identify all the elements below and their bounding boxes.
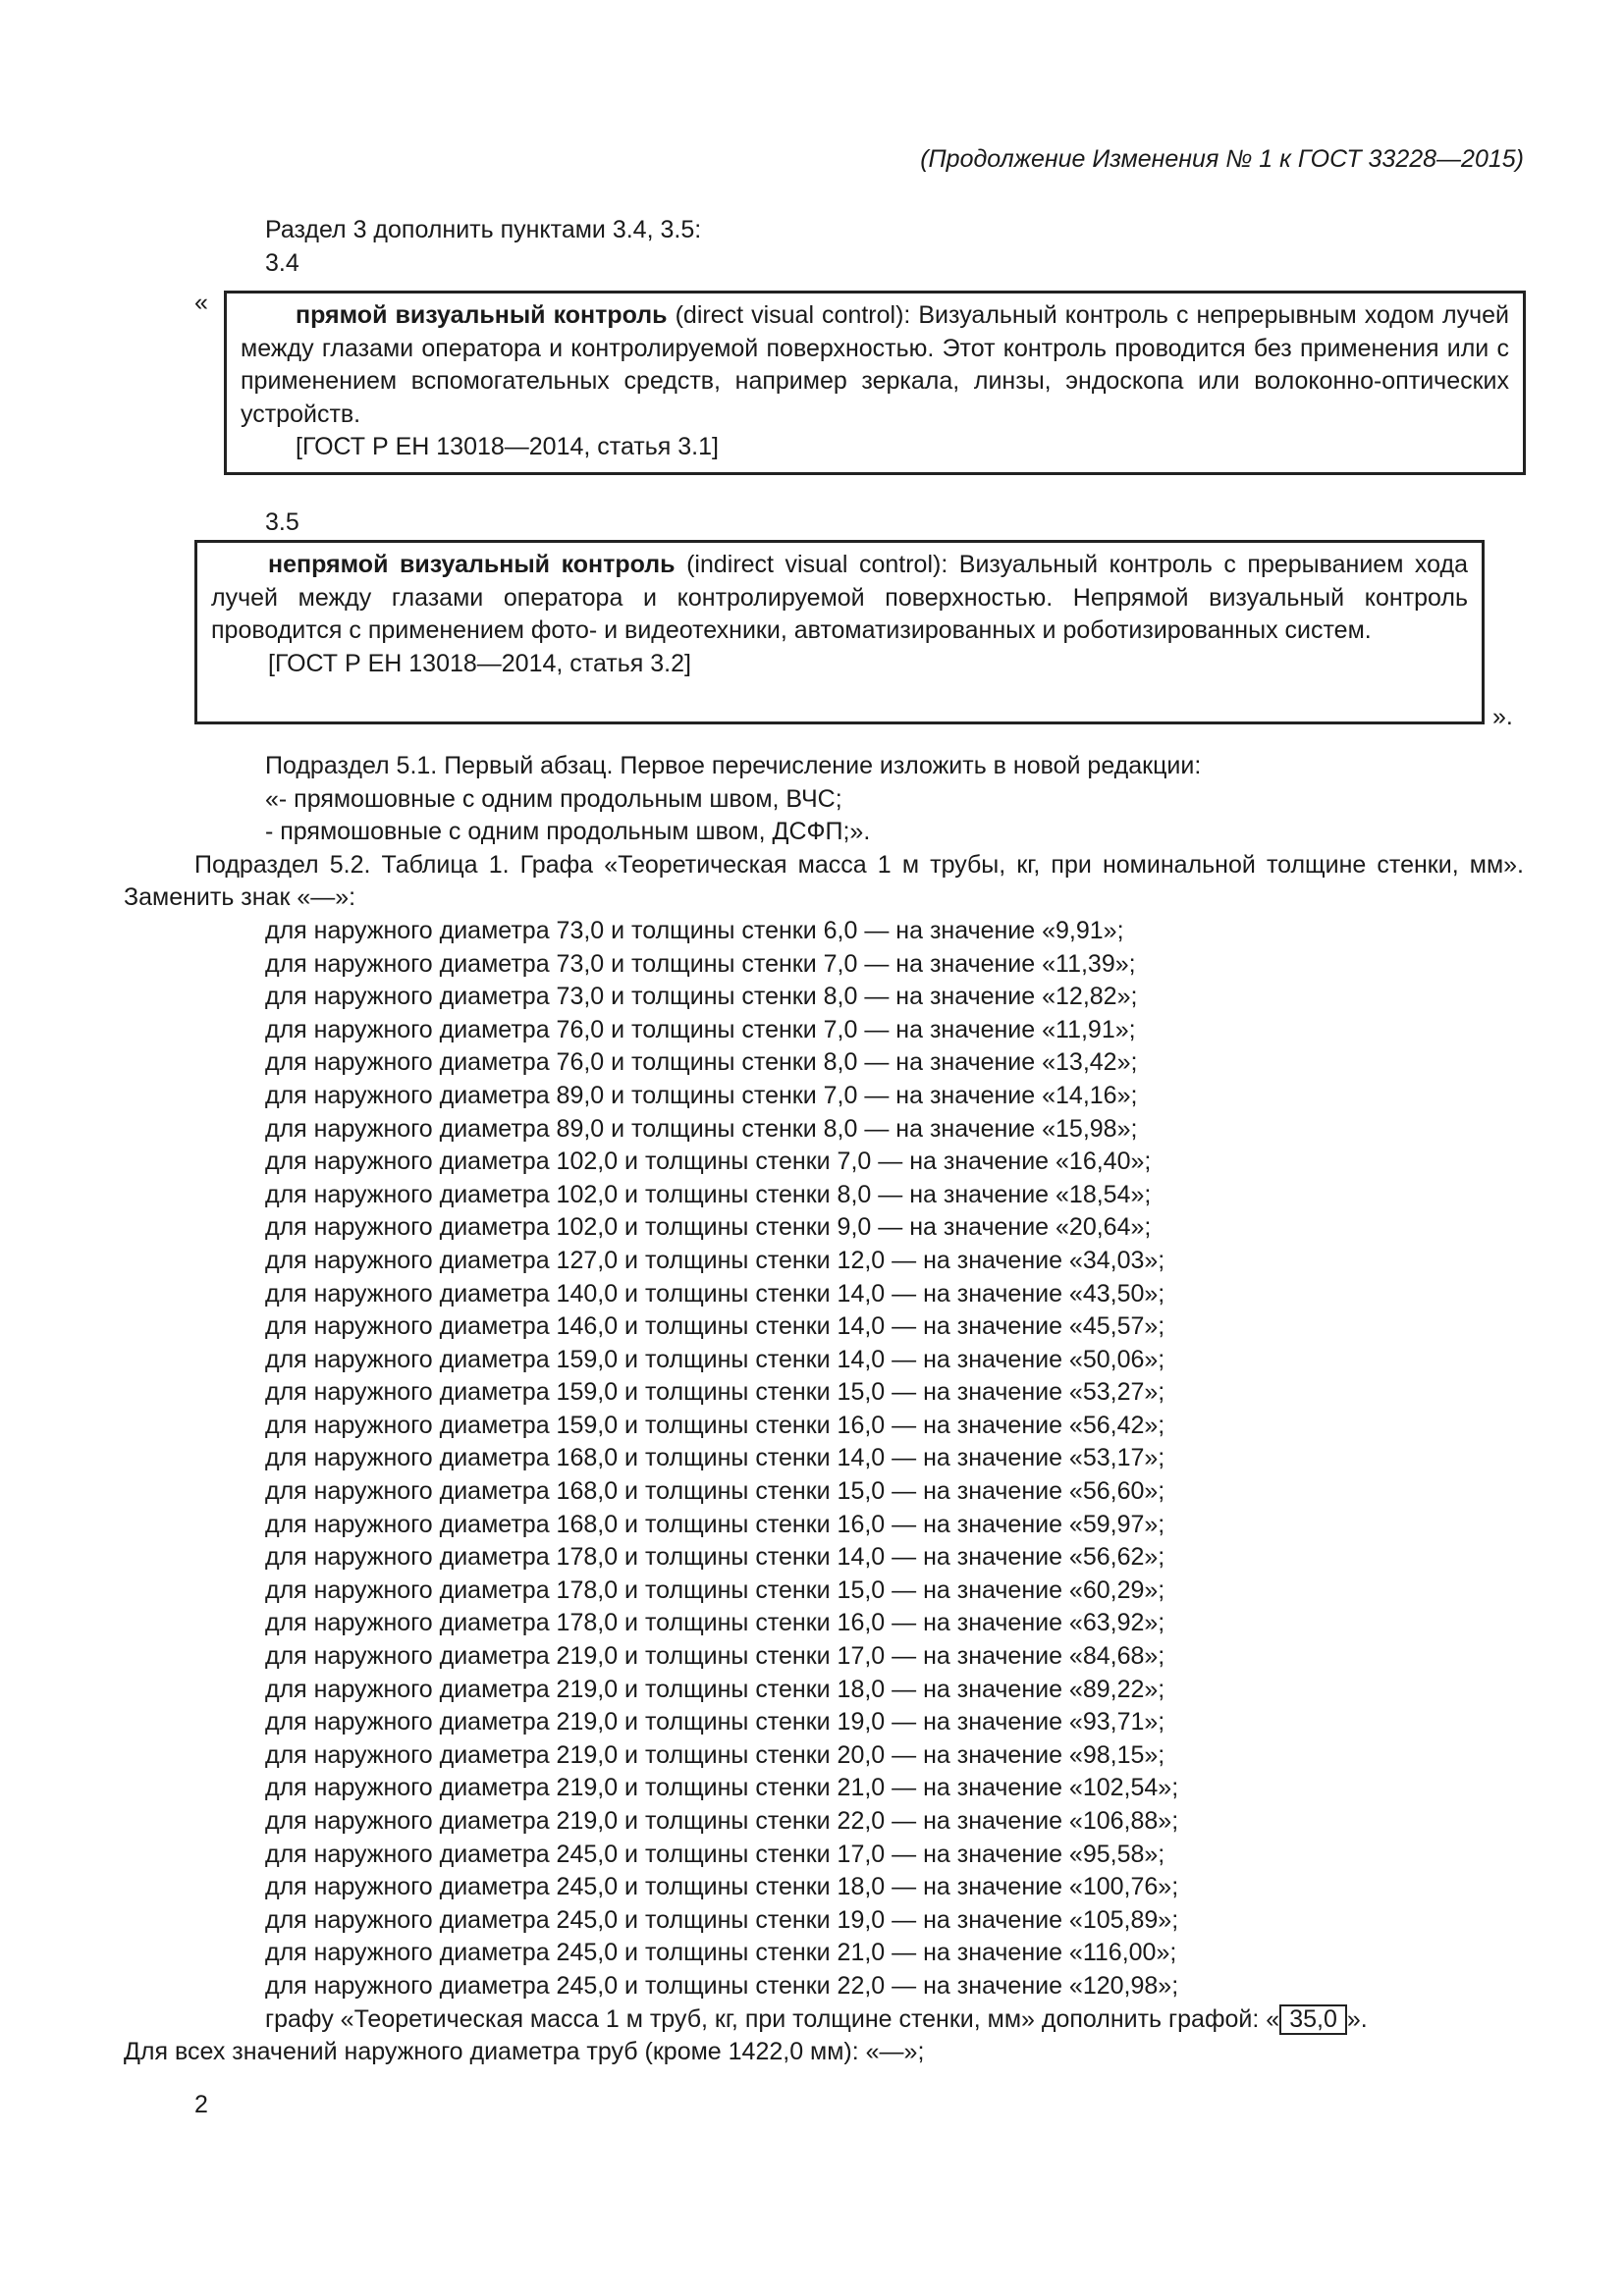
list-item: для наружного диаметра 102,0 и толщины стенки 8,0 — на значение «18,54»; [265, 1180, 1152, 1208]
subsection-5-2-text: Подраздел 5.2. Таблица 1. Графа «Теоретическая масса 1 м трубы, кг, при номинальной толщине стенки, мм». Заменить знак «—»: [124, 850, 1524, 912]
list-item: для наружного диаметра 168,0 и толщины стенки 14,0 — на значение «53,17»; [265, 1444, 1165, 1472]
list-item: для наружного диаметра 178,0 и толщины стенки 16,0 — на значение «63,92»; [265, 1609, 1165, 1637]
list-item: для наружного диаметра 178,0 и толщины стенки 14,0 — на значение «56,62»; [265, 1543, 1165, 1572]
list-item: для наружного диаметра 159,0 и толщины стенки 14,0 — на значение «50,06»; [265, 1345, 1165, 1373]
list-item: для наружного диаметра 245,0 и толщины стенки 17,0 — на значение «95,58»; [265, 1840, 1165, 1868]
list-item: для наружного диаметра 168,0 и толщины стенки 16,0 — на значение «59,97»; [265, 1510, 1165, 1538]
list-item: для наружного диаметра 159,0 и толщины стенки 15,0 — на значение «53,27»; [265, 1378, 1165, 1407]
list-item: для наружного диаметра 102,0 и толщины стенки 7,0 — на значение «16,40»; [265, 1148, 1152, 1176]
definition-text [241, 299, 1509, 431]
list-item: - прямошовные с одним продольным швом, ДСФП;». [265, 818, 871, 846]
page-number: 2 [194, 2091, 208, 2118]
list-item: для наружного диаметра 219,0 и толщины стенки 18,0 — на значение «89,22»; [265, 1675, 1165, 1703]
definition-term: непрямой визуальный контроль [268, 551, 676, 578]
amendment-body [124, 750, 1524, 2069]
definition-source: [ГОСТ Р ЕН 13018—2014, статья 3.2] [268, 649, 691, 677]
section-intro: Раздел 3 дополнить пунктами 3.4, 3.5: [265, 216, 702, 243]
running-header: (Продолжение Изменения № 1 к ГОСТ 33228—2015) [920, 145, 1524, 173]
list-item: для наружного диаметра 140,0 и толщины стенки 14,0 — на значение «43,50»; [265, 1279, 1165, 1308]
list-item: для наружного диаметра 89,0 и толщины стенки 7,0 — на значение «14,16»; [265, 1081, 1138, 1109]
definition-source: [ГОСТ Р ЕН 13018—2014, статья 3.1] [296, 433, 719, 461]
list-item: для наружного диаметра 73,0 и толщины стенки 8,0 — на значение «12,82»; [265, 983, 1138, 1011]
item-number-3-5: 3.5 [265, 508, 299, 536]
final-suffix: ». [1346, 2004, 1368, 2033]
list-item: для наружного диаметра 76,0 и толщины стенки 7,0 — на значение «11,91»; [265, 1015, 1136, 1043]
opening-quote: « [194, 289, 208, 316]
list-item: для наружного диаметра 73,0 и толщины стенки 6,0 — на значение «9,91»; [265, 916, 1124, 944]
list-item: для наружного диаметра 219,0 и толщины стенки 20,0 — на значение «98,15»; [265, 1740, 1165, 1769]
list-item: для наружного диаметра 89,0 и толщины стенки 8,0 — на значение «15,98»; [265, 1114, 1138, 1143]
list-item: для наружного диаметра 245,0 и толщины стенки 22,0 — на значение «120,98»; [265, 1971, 1179, 2000]
final-note: Для всех значений наружного диаметра труб (кроме 1422,0 мм): «—»; [124, 2038, 925, 2066]
definition-body: (indirect visual control): Визуальный контроль с прерыванием хода лучей между глазами оператора и контролируемой поверхностью. Непрямой визуальный контроль проводится с применением фото- и видеотехники, автоматизированных и роботизированных систем. [211, 551, 1468, 645]
definition-body: (direct visual control): Визуальный контроль с непрерывным ходом лучей между глазами оператора и контролируемой поверхностью. Этот контроль проводится без применения или с применением вспомогательных средств, например зеркала, линзы, эндоскопа или волоконно-оптических устройств. [241, 301, 1509, 428]
closing-quote: ». [1492, 703, 1513, 730]
list-item: «- прямошовные с одним продольным швом, ВЧС; [265, 784, 842, 813]
list-item: для наружного диаметра 146,0 и толщины стенки 14,0 — на значение «45,57»; [265, 1312, 1165, 1341]
list-item: для наружного диаметра 219,0 и толщины стенки 19,0 — на значение «93,71»; [265, 1708, 1165, 1736]
list-item: для наружного диаметра 178,0 и толщины стенки 15,0 — на значение «60,29»; [265, 1575, 1165, 1604]
definition-box-3-4 [224, 291, 1526, 475]
definition-box-3-5 [194, 540, 1485, 724]
list-item: для наружного диаметра 245,0 и толщины стенки 19,0 — на значение «105,89»; [265, 1905, 1179, 1934]
list-item: для наружного диаметра 159,0 и толщины стенки 16,0 — на значение «56,42»; [265, 1411, 1165, 1439]
list-item: для наружного диаметра 73,0 и толщины стенки 7,0 — на значение «11,39»; [265, 949, 1136, 978]
subsection-5-1-text: Подраздел 5.1. Первый абзац. Первое перечисление изложить в новой редакции: [265, 752, 1202, 779]
list-item: для наружного диаметра 76,0 и толщины стенки 8,0 — на значение «13,42»; [265, 1048, 1138, 1077]
list-item: для наружного диаметра 168,0 и толщины стенки 15,0 — на значение «56,60»; [265, 1477, 1165, 1506]
definition-text [211, 549, 1468, 648]
list-item: для наружного диаметра 102,0 и толщины стенки 9,0 — на значение «20,64»; [265, 1213, 1152, 1242]
list-item: для наружного диаметра 127,0 и толщины стенки 12,0 — на значение «34,03»; [265, 1246, 1165, 1274]
list-item: для наружного диаметра 219,0 и толщины стенки 22,0 — на значение «106,88»; [265, 1807, 1179, 1835]
final-prefix: графу «Теоретическая масса 1 м труб, кг, при толщине стенки, мм» дополнить графой: « [265, 2004, 1280, 2033]
boxed-value: 35,0 [1279, 2004, 1347, 2035]
final-instruction [194, 2003, 1524, 2037]
list-item: для наружного диаметра 219,0 и толщины стенки 17,0 — на значение «84,68»; [265, 1642, 1165, 1671]
list-item: для наружного диаметра 245,0 и толщины стенки 18,0 — на значение «100,76»; [265, 1873, 1179, 1901]
item-number-3-4: 3.4 [265, 249, 299, 277]
list-item: для наружного диаметра 219,0 и толщины стенки 21,0 — на значение «102,54»; [265, 1774, 1179, 1802]
definition-term: прямой визуальный контроль [296, 301, 668, 329]
replacement-list [194, 915, 1524, 2003]
list-item: для наружного диаметра 245,0 и толщины стенки 21,0 — на значение «116,00»; [265, 1939, 1177, 1967]
